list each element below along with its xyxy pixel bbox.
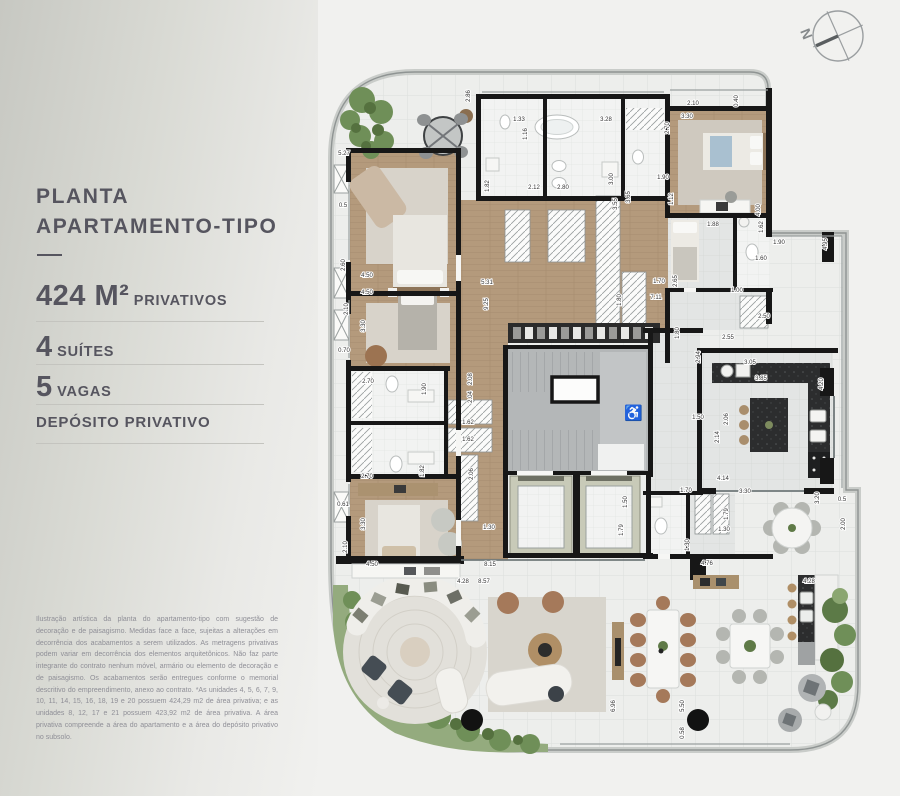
dimension-label: 2.80 xyxy=(557,185,569,191)
dimension-label: 3.20 xyxy=(815,492,821,504)
stat-parking-value: 5 xyxy=(36,371,53,403)
dimension-label: 2.94 xyxy=(696,351,702,363)
dimension-label: 8.15 xyxy=(484,562,496,568)
dimension-label: 1.82 xyxy=(420,465,426,477)
dimension-label: 2.12 xyxy=(528,185,540,191)
dimension-label: 1.90 xyxy=(773,240,785,246)
dimension-label: 5.31 xyxy=(481,280,493,286)
dimension-label: 1.33 xyxy=(513,117,525,123)
stat-suites-value: 4 xyxy=(36,331,53,363)
dimension-label: 1.90 xyxy=(422,383,428,395)
dimension-label: 2.70 xyxy=(362,379,374,385)
stat-private-area-label: PRIVATIVOS xyxy=(133,293,228,309)
living-area xyxy=(484,591,624,712)
dimension-label: 1.82 xyxy=(485,180,491,192)
dimension-label: 3.30 xyxy=(681,114,693,120)
page-title-line2: APARTAMENTO-TIPO xyxy=(36,215,278,239)
hall-wardrobe-strip xyxy=(508,323,660,343)
dimension-label: 9.25 xyxy=(484,298,490,310)
legal-disclaimer: Ilustração artística da planta do apartamento-tipo com sugestão de decoração e de paisagismo. Medidas face a face, sujeitas a alterações em decorrência dos acabamentos a serem utilizados. As metragens privativas podem variar em decorrência dos elementos arquitetônicos. Não faz parte integrante do contrato nenhum móvel, armário ou elemento de decoração e de paisagismo. Os acabamentos serão entregues conforme o memorial descritivo do empreendimento, anexo ao contrato. *As unidades 4, 5, 6, 7, 9, 10, 11, 14, 15, 16, 18, 19 e 20 possuem 424,29 m2 de área privativa; e as unidades 8, 12, 17 e 21 possuem 423,92 m2 de área privativa. A área privativa compreende a área do apartamento e a área do depósito privativo no subsolo. xyxy=(36,616,278,741)
suite2-armchair xyxy=(365,345,387,367)
dimension-label: 2.06 xyxy=(724,413,730,425)
dimension-label: 2.70 xyxy=(361,474,373,480)
dimension-label: 0.70 xyxy=(338,348,350,354)
dimension-label: 3.30 xyxy=(361,320,367,332)
dimension-label: 0.58 xyxy=(680,727,686,739)
dimension-label: 2.60 xyxy=(341,259,347,271)
dimension-label: 4.28 xyxy=(457,579,469,585)
dimension-label: 1.00 xyxy=(731,288,743,294)
dimension-label: 1.90 xyxy=(657,175,669,181)
living-armchair xyxy=(497,592,519,614)
dimension-label: 3.30 xyxy=(361,518,367,530)
dimension-label: 4.14 xyxy=(717,476,729,482)
dimension-label: 4.50 xyxy=(361,290,373,296)
dimension-label: 1.79 xyxy=(619,524,625,536)
dimension-label: 1.80 xyxy=(617,294,623,306)
dimension-label: 2.65 xyxy=(673,275,679,287)
dimension-label: 1.70 xyxy=(680,488,692,494)
dimension-label: 2.10 xyxy=(344,303,350,315)
page-title-line1: PLANTA xyxy=(36,185,130,208)
compass-north-label: N xyxy=(797,26,816,42)
dimension-label: 3.55 xyxy=(613,198,619,210)
dimension-label: 2.55 xyxy=(722,335,734,341)
dimension-label: 4.28 xyxy=(803,579,815,585)
dimension-label: 1.70 xyxy=(653,279,665,285)
dimension-label: 4.00 xyxy=(756,204,762,216)
dimension-label: 1.88 xyxy=(707,222,719,228)
dimension-label: 5.27 xyxy=(338,151,350,157)
dimension-label: 0.40 xyxy=(734,95,740,107)
dimension-label: 1.60 xyxy=(755,256,767,262)
living-armchair xyxy=(542,591,564,613)
dimension-label: 1.30 xyxy=(685,539,691,551)
dimension-label: 2.10 xyxy=(687,101,699,107)
dimension-label: 8.57 xyxy=(478,579,490,585)
dimension-label: 4.95 xyxy=(823,238,829,250)
dimension-label: 5.50 xyxy=(680,700,686,712)
dimension-label: 4.20 xyxy=(819,378,825,390)
dimension-label: 2.00 xyxy=(841,518,847,530)
dimension-label: 1.62 xyxy=(759,221,765,233)
dimension-label: 1.16 xyxy=(523,128,529,140)
dimension-label: 3.65 xyxy=(626,191,632,203)
dimension-label: 1.62 xyxy=(462,420,474,426)
dimension-label: 1.80 xyxy=(675,327,681,339)
dimension-label: 2.70 xyxy=(665,122,671,134)
stat-deposit-label: DEPÓSITO PRIVATIVO xyxy=(36,414,211,431)
dimension-label: 1.12 xyxy=(669,193,675,205)
column xyxy=(687,709,709,731)
dimension-label: 7.11 xyxy=(650,295,662,301)
stat-suites-label: SUÍTES xyxy=(57,344,115,360)
dimension-label: 2.50 xyxy=(758,314,770,320)
dimension-label: 2.10 xyxy=(343,541,349,553)
dimension-label: 2.86 xyxy=(466,90,472,102)
stair-rail xyxy=(552,377,598,402)
compass xyxy=(797,0,873,71)
dimension-label: 0.61 xyxy=(337,502,349,508)
dimension-label: 4.76 xyxy=(701,561,713,567)
dimension-label: 3.00 xyxy=(609,173,615,185)
dimension-label: 0.5 xyxy=(338,203,348,209)
stat-parking-label: VAGAS xyxy=(57,384,112,400)
dimension-label: 1.50 xyxy=(623,496,629,508)
dimension-label: 1.50 xyxy=(692,415,704,421)
dimension-label: 1.62 xyxy=(462,437,474,443)
suite4-furniture xyxy=(678,120,768,213)
dimension-label: 2.06 xyxy=(469,468,475,480)
dimension-label: 2.08 xyxy=(468,373,474,385)
dimension-label: 1.30 xyxy=(718,527,730,533)
dimension-label: 1.79 xyxy=(724,508,730,520)
dimension-label: 3.30 xyxy=(739,489,751,495)
dimension-label: 3.28 xyxy=(600,117,612,123)
dimension-label: 4.50 xyxy=(361,273,373,279)
dimension-label: 2.04 xyxy=(468,391,474,403)
dimension-label: 0.5 xyxy=(837,497,847,503)
dimension-label: 1.30 xyxy=(483,525,495,531)
accessibility-icon: ♿ xyxy=(624,405,643,422)
stat-private-area-value: 424 M² xyxy=(36,280,130,312)
column xyxy=(461,709,483,731)
dimension-label: 3.85 xyxy=(755,376,767,382)
dimension-label: 2.14 xyxy=(715,431,721,443)
lounge-center-pouf xyxy=(400,637,430,667)
dimension-label: 3.05 xyxy=(744,360,756,366)
dimension-label: 6.96 xyxy=(611,700,617,712)
dimension-label: 4.50 xyxy=(366,562,378,568)
suite3-armchair xyxy=(431,508,455,532)
foyer-floor xyxy=(650,330,700,491)
